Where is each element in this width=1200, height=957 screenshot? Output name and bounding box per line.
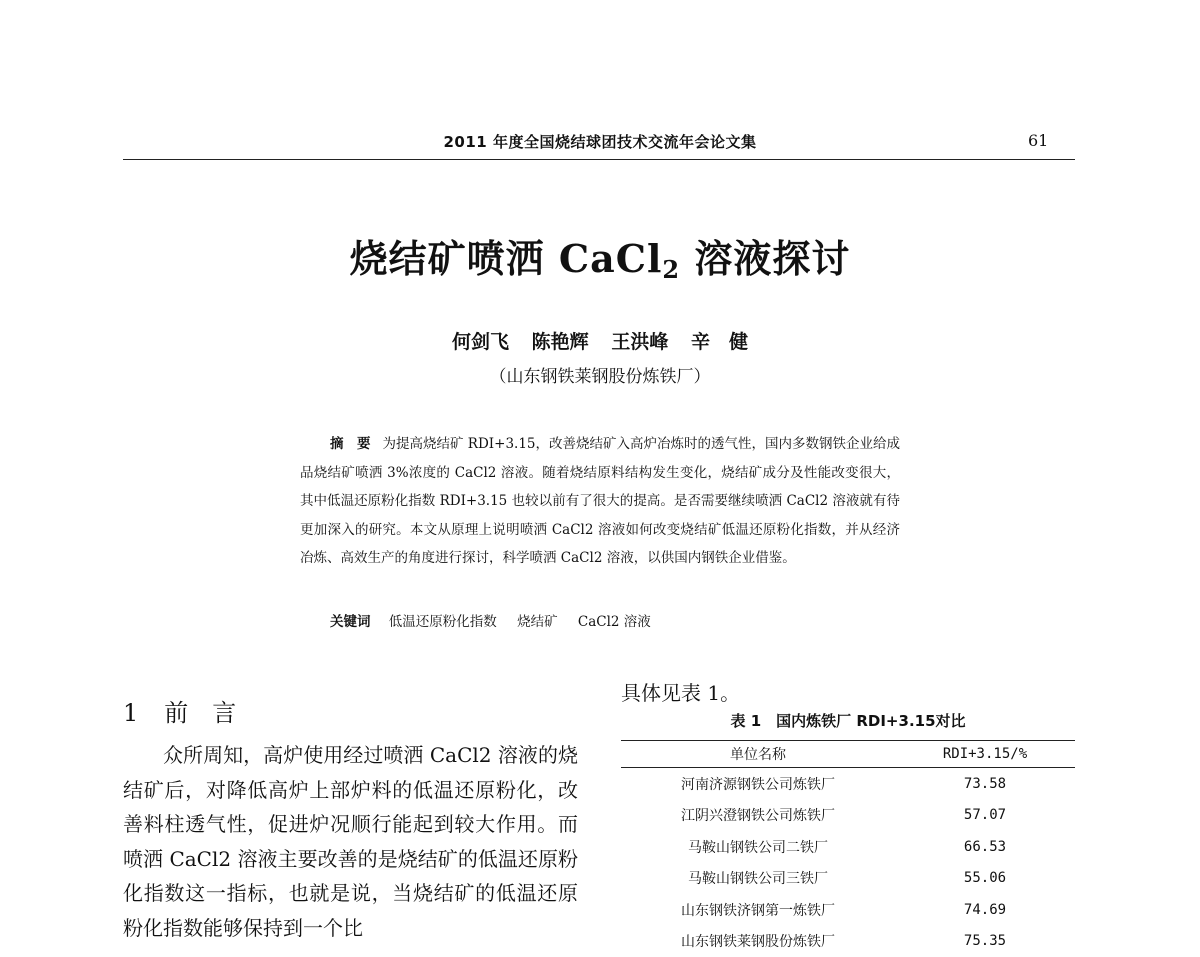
table-header-unit: 单位名称 bbox=[621, 741, 895, 768]
table-row bbox=[621, 831, 1075, 863]
body-column-right-lead: 具体见表 1。 bbox=[621, 677, 740, 706]
table-caption: 表 1 国内炼铁厂 RDI+3.15对比 bbox=[621, 710, 1075, 731]
table-row bbox=[621, 768, 1075, 800]
abstract-text: 为提高烧结矿 RDI+3.15，改善烧结矿入高炉冶炼时的透气性，国内多数钢铁企业给成品烧结矿喷洒 3%浓度的 CaCl2 溶液。随着烧结原料结构发生变化，烧结矿成分及性能改变很大，其中低温还原粉化指数 RDI+3.15 也较以前有了很大的提高。是否需要继续喷洒 CaCl2 溶液就有待更加深入的研究。本文从原理上说明喷洒 CaCl2 溶液如何改变烧结矿低温还原粉化指数，并从经济冶炼、高效生产的角度进行探讨，科学喷洒 CaCl2 溶液，以供国内钢铁企业借鉴。 bbox=[300, 436, 900, 566]
table-cell-value: 73.58 bbox=[895, 768, 1075, 800]
author: 何剑飞 bbox=[452, 331, 509, 353]
paper-title bbox=[0, 228, 1200, 284]
paper-title-suffix: 溶液探讨 bbox=[680, 236, 850, 281]
author: 王洪峰 bbox=[611, 331, 668, 353]
table-cell-unit: 山东钢铁济钢第一炼铁厂 bbox=[621, 894, 895, 926]
table-cell-value: 66.53 bbox=[895, 831, 1075, 863]
abstract bbox=[300, 430, 900, 573]
table-row bbox=[621, 926, 1075, 957]
keyword: CaCl2 溶液 bbox=[578, 614, 651, 630]
page-number: 61 bbox=[1028, 131, 1048, 150]
body-paragraph: 众所周知，高炉使用经过喷洒 CaCl2 溶液的烧结矿后，对降低高炉上部炉料的低温还原粉化，改善料柱透气性，促进炉况顺行能起到较大作用。而喷洒 CaCl2 溶液主要改善的是烧结矿的低温还原粉化指数这一指标，也就是说，当烧结矿的低温还原粉化指数能够保持到一个比 bbox=[123, 738, 578, 945]
table-cell-unit: 江阴兴澄钢铁公司炼铁厂 bbox=[621, 800, 895, 832]
section-number: 1 bbox=[123, 699, 138, 727]
author: 辛 健 bbox=[691, 331, 748, 353]
paper-title-prefix: 烧结矿喷洒 CaCl bbox=[350, 236, 663, 281]
table-cell-unit: 马鞍山钢铁公司二铁厂 bbox=[621, 831, 895, 863]
table-cell-unit: 河南济源钢铁公司炼铁厂 bbox=[621, 768, 895, 800]
body-column-left bbox=[123, 738, 578, 945]
paper-title-subscript: 2 bbox=[662, 255, 680, 284]
table-cell-value: 55.06 bbox=[895, 863, 1075, 895]
table-cell-unit: 马鞍山钢铁公司三铁厂 bbox=[621, 863, 895, 895]
author: 陈艳辉 bbox=[532, 331, 589, 353]
comparison-table bbox=[621, 740, 1075, 957]
affiliation: （山东钢铁莱钢股份炼铁厂） bbox=[0, 362, 1200, 387]
header-divider bbox=[123, 159, 1075, 160]
table-row bbox=[621, 894, 1075, 926]
table-cell-value: 57.07 bbox=[895, 800, 1075, 832]
table-row bbox=[621, 863, 1075, 895]
table-cell-unit: 山东钢铁莱钢股份炼铁厂 bbox=[621, 926, 895, 957]
author-list bbox=[0, 327, 1200, 354]
table-cell-value: 74.69 bbox=[895, 894, 1075, 926]
table-row bbox=[621, 800, 1075, 832]
table-header-row bbox=[621, 741, 1075, 768]
running-header-title: 2011 年度全国烧结球团技术交流年会论文集 bbox=[0, 131, 1200, 152]
abstract-label: 摘 要 bbox=[330, 436, 371, 452]
table-cell-value: 75.35 bbox=[895, 926, 1075, 957]
keywords bbox=[300, 610, 667, 630]
section-heading bbox=[123, 693, 260, 728]
keyword: 低温还原粉化指数 bbox=[389, 614, 497, 630]
keyword: 烧结矿 bbox=[517, 614, 558, 630]
keywords-label: 关键词 bbox=[330, 614, 371, 630]
section-title: 前言 bbox=[164, 699, 260, 727]
table-header-rdi: RDI+3.15/% bbox=[895, 741, 1075, 768]
